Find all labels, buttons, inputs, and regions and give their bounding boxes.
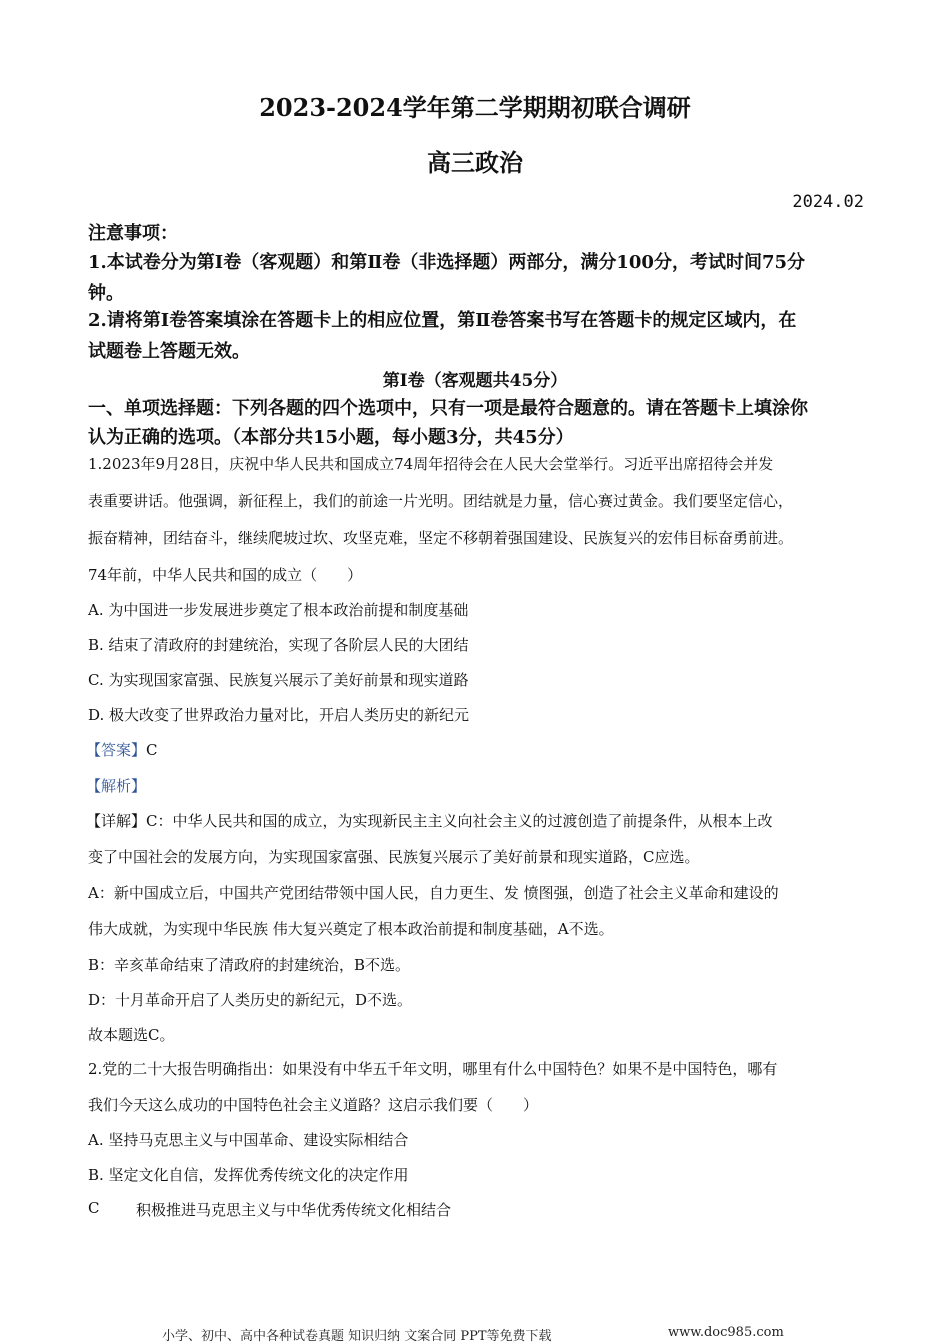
- q1-answer: [86, 739, 158, 760]
- footer-text: 小学、初中、高中各种试卷真题 知识归纳 文案合同 PPT等免费下载: [162, 1329, 552, 1344]
- q1-option-b: B. 结束了清政府的封建统治，实现了各阶层人民的大团结: [88, 636, 469, 654]
- exam-subject: 高三政治: [427, 148, 523, 177]
- notice-heading: 注意事项：: [88, 223, 178, 244]
- q1-conclusion: 故本题选C。: [88, 1026, 175, 1044]
- section-instruction: 一、单项选择题：下列各题的四个选项中，只有一项是最符合题意的。请在答题卡上填涂你: [88, 398, 808, 419]
- notice-item-2: 2.请将第Ⅰ卷答案填涂在答题卡上的相应位置，第Ⅱ卷答案书写在答题卡的规定区域内，在: [88, 310, 797, 331]
- answer-tag: 【答案】: [86, 741, 147, 759]
- section-title: 第Ⅰ卷（客观题共45分）: [382, 371, 568, 391]
- q2-stem-line-2: 我们今天这么成功的中国特色社会主义道路？这启示我们要（ ）: [88, 1096, 539, 1114]
- q1-detail-line-4: 伟大成就，为实现中华民族 伟大复兴奠定了根本政治前提和制度基础，A不选。: [88, 920, 614, 938]
- q1-detail-line-6: D：十月革命开启了人类历史的新纪元，D不选。: [88, 991, 413, 1009]
- answer-value: C: [146, 741, 158, 759]
- q2-stem-line-1: 2.党的二十大报告明确指出：如果没有中华五千年文明，哪里有什么中国特色？如果不是中国特色，哪有: [88, 1060, 778, 1078]
- notice-item-2-cont: 试题卷上答题无效。: [88, 341, 250, 362]
- exam-title: 2023-2024学年第二学期期初联合调研: [259, 93, 691, 122]
- q1-stem-line-4: 74年前，中华人民共和国的成立（ ）: [88, 566, 363, 584]
- footer-link[interactable]: www.doc985.com: [668, 1325, 784, 1340]
- q1-option-c: C. 为实现国家富强、民族复兴展示了美好前景和现实道路: [88, 671, 469, 689]
- q1-stem-line-3: 振奋精神，团结奋斗，继续爬坡过坎、攻坚克难，坚定不移朝着强国建设、民族复兴的宏伟目标奋勇前进。: [88, 529, 794, 547]
- q1-stem-line-1: 1.2023年9月28日，庆祝中华人民共和国成立74周年招待会在人民大会堂举行。习近平出席招待会并发: [88, 455, 774, 473]
- q1-detail-line-1: 【详解】C：中华人民共和国的成立，为实现新民主主义向社会主义的过渡创造了前提条件，从根本上改: [86, 812, 773, 830]
- q2-option-c-letter: C: [88, 1199, 100, 1217]
- notice-item-1-cont: 钟。: [88, 283, 124, 304]
- q1-detail-line-5: B：辛亥革命结束了清政府的封建统治，B不选。: [88, 956, 411, 974]
- q1-option-d: D. 极大改变了世界政治力量对比，开启人类历史的新纪元: [88, 706, 470, 724]
- exam-date: 2024.02: [792, 192, 864, 212]
- q1-option-a: A. 为中国进一步发展进步奠定了根本政治前提和制度基础: [88, 601, 469, 619]
- q1-stem-line-2: 表重要讲话。他强调，新征程上，我们的前途一片光明。团结就是力量，信心赛过黄金。我们要坚定信心，: [88, 492, 794, 510]
- q1-detail-line-3: A：新中国成立后，中国共产党团结带领中国人民，自力更生、发 愤图强，创造了社会主义革命和建设的: [88, 884, 779, 902]
- notice-item-1: 1.本试卷分为第Ⅰ卷（客观题）和第Ⅱ卷（非选择题）两部分，满分100分，考试时间75分: [88, 252, 805, 273]
- q1-detail-line-2: 变了中国社会的发展方向，为实现国家富强、民族复兴展示了美好前景和现实道路，C应选。: [88, 848, 700, 866]
- q2-option-c-text: 积极推进马克思主义与中华优秀传统文化相结合: [136, 1201, 452, 1219]
- analysis-tag: 【解析】: [86, 777, 147, 795]
- q2-option-a: A. 坚持马克思主义与中国革命、建设实际相结合: [88, 1131, 409, 1149]
- section-instruction-cont: 认为正确的选项。（本部分共15小题，每小题3分，共45分）: [88, 427, 574, 448]
- q2-option-b: B. 坚定文化自信，发挥优秀传统文化的决定作用: [88, 1166, 409, 1184]
